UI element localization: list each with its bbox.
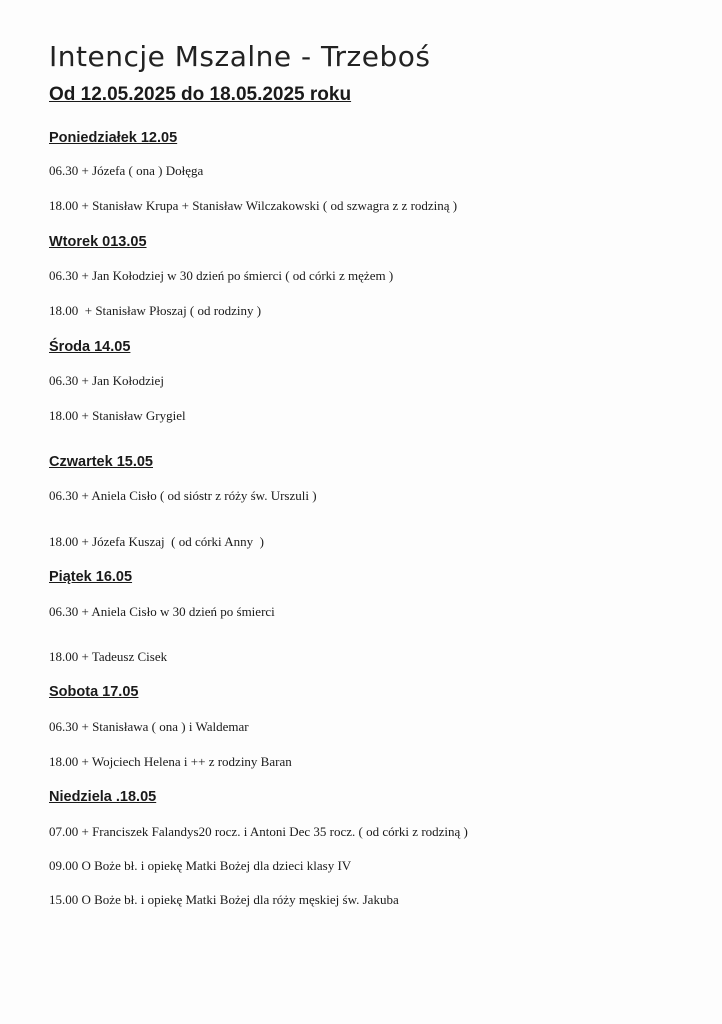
mass-intention-entry: 06.30 + Aniela Cisło w 30 dzień po śmierci <box>49 604 275 619</box>
date-range-subtitle: Od 12.05.2025 do 18.05.2025 roku <box>49 84 352 105</box>
day-heading-wednesday: Środa 14.05 <box>49 339 131 355</box>
mass-intention-entry: 18.00 + Tadeusz Cisek <box>49 649 168 664</box>
mass-intention-entry: 15.00 O Boże bł. i opiekę Matki Bożej dla róży męskiej św. Jakuba <box>49 892 399 907</box>
mass-intention-entry: 18.00 + Józefa Kuszaj ( od córki Anny ) <box>49 534 264 549</box>
mass-intention-entry: 06.30 + Jan Kołodziej w 30 dzień po śmierci ( od córki z mężem ) <box>49 268 394 283</box>
mass-intention-entry: 07.00 + Franciszek Falandys20 rocz. i Antoni Dec 35 rocz. ( od córki z rodziną ) <box>49 824 468 839</box>
day-heading-thursday: Czwartek 15.05 <box>49 454 153 470</box>
mass-intention-entry: 06.30 + Stanisława ( ona ) i Waldemar <box>49 719 249 734</box>
mass-intention-entry: 18.00 + Stanisław Płoszaj ( od rodziny ) <box>49 303 262 318</box>
mass-intention-entry: 18.00 + Stanisław Krupa + Stanisław Wilczakowski ( od szwagra z z rodziną ) <box>49 198 458 213</box>
mass-intention-entry: 18.00 + Wojciech Helena i ++ z rodziny Baran <box>49 754 292 769</box>
day-heading-friday: Piątek 16.05 <box>49 569 133 585</box>
mass-intention-entry: 06.30 + Aniela Cisło ( od sióstr z róży św. Urszuli ) <box>49 488 317 503</box>
document-title: Intencje Mszalne - Trzeboś <box>49 40 431 73</box>
mass-intention-entry: 09.00 O Boże bł. i opiekę Matki Bożej dla dzieci klasy IV <box>49 858 352 873</box>
day-heading-monday: Poniedziałek 12.05 <box>49 130 178 146</box>
mass-intention-entry: 06.30 + Józefa ( ona ) Dołęga <box>49 163 204 178</box>
day-heading-saturday: Sobota 17.05 <box>49 684 139 700</box>
day-heading-tuesday: Wtorek 013.05 <box>49 234 147 250</box>
mass-intention-entry: 06.30 + Jan Kołodziej <box>49 373 164 388</box>
mass-intention-entry: 18.00 + Stanisław Grygiel <box>49 408 186 423</box>
day-heading-sunday: Niedziela .18.05 <box>49 789 157 805</box>
